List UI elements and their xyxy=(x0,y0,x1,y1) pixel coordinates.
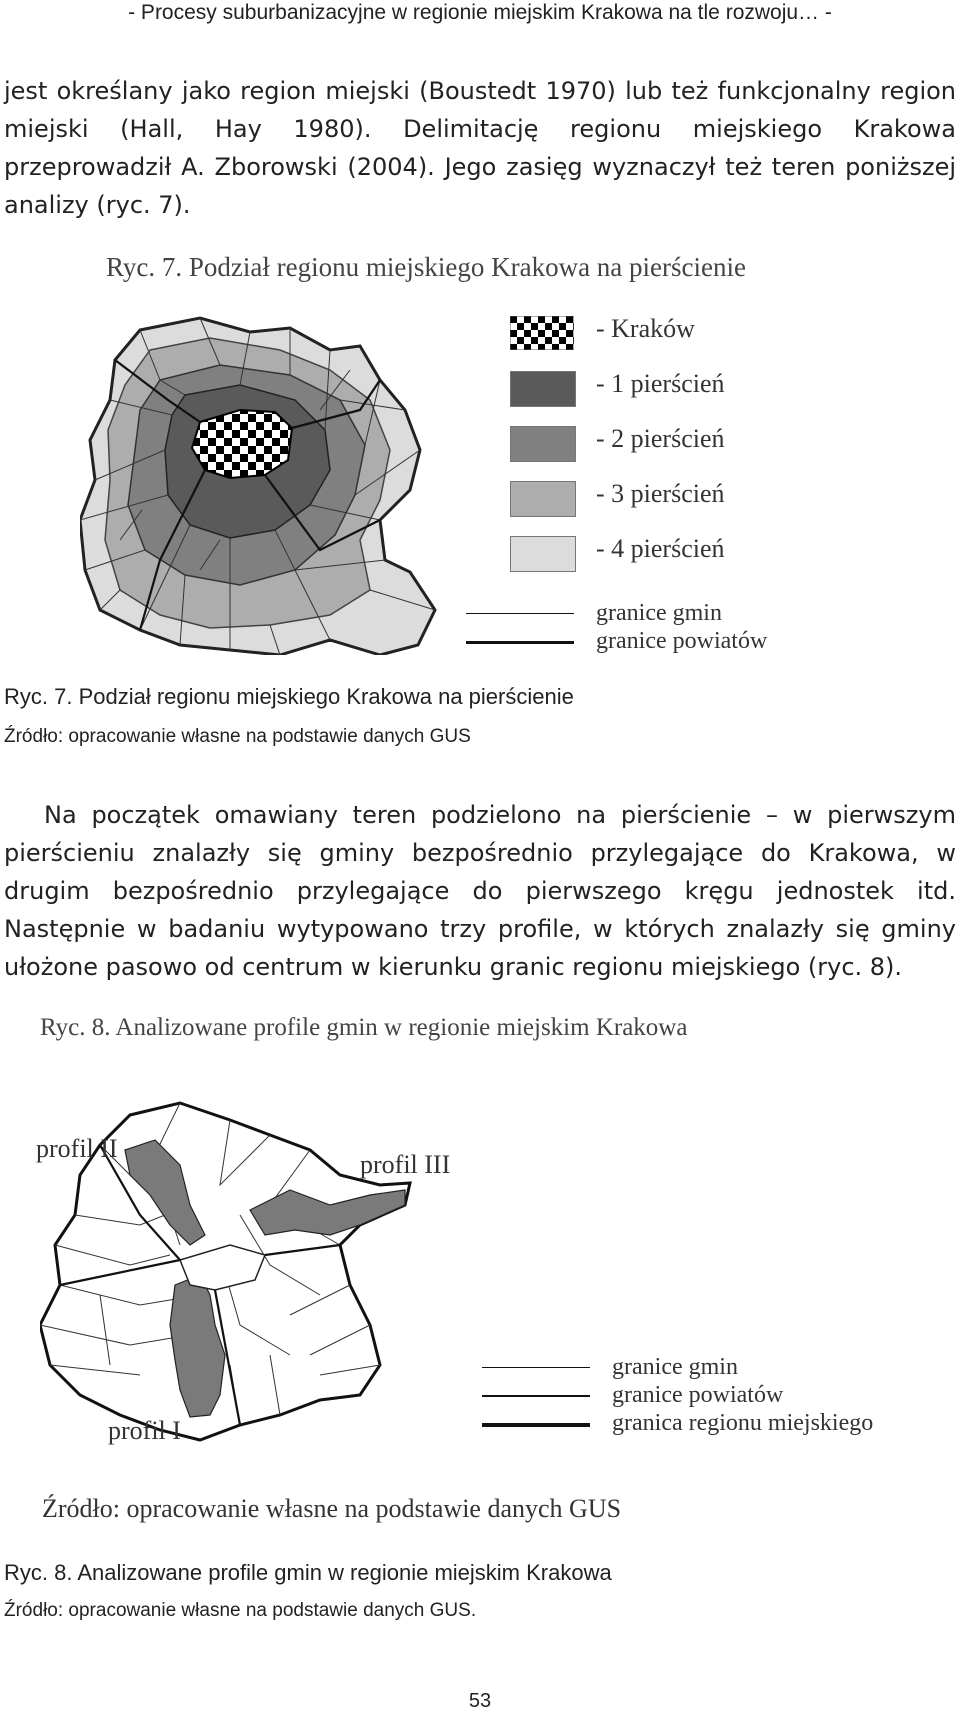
legend-swatch-krakow xyxy=(510,316,574,350)
figure-7-source: Źródło: opracowanie własne na podstawie danych GUS xyxy=(4,726,471,747)
legend-item-ring-4 xyxy=(510,532,820,587)
line-sample-thick xyxy=(466,641,574,644)
line-label: granice gmin xyxy=(596,600,722,626)
profile-3-label: profil III xyxy=(360,1150,451,1179)
figure-7-ring-map xyxy=(80,310,450,655)
legend-item-ring-1 xyxy=(510,367,820,422)
krakow-area xyxy=(192,410,292,478)
figure-7-legend xyxy=(510,312,820,587)
line-label: granice gmin xyxy=(612,1354,738,1380)
legend-label: - 4 pierścień xyxy=(596,534,725,563)
page-number: 53 xyxy=(468,1690,492,1712)
figure-8-source: Źródło: opracowanie własne na podstawie danych GUS. xyxy=(4,1600,477,1621)
figure-8-inner-source: Źródło: opracowanie własne na podstawie danych GUS xyxy=(42,1494,622,1523)
legend-swatch-ring-1 xyxy=(510,371,576,407)
line-label: granica regionu miejskiego xyxy=(612,1410,874,1436)
figure-8-caption: Ryc. 8. Analizowane profile gmin w regionie miejskim Krakowa xyxy=(4,1560,612,1585)
figure-7-title: Ryc. 7. Podział regionu miejskiego Krakowa na pierścienie xyxy=(106,252,746,282)
line-sample-thin xyxy=(466,613,574,614)
legend-label: - 2 pierścień xyxy=(596,424,725,453)
paragraph-1: jest określany jako region miejski (Boustedt 1970) lub też funkcjonalny region miejski (Hall, Hay 1980). Delimitację regionu miejskiego Krakowa przeprowadził A. Zborowski (2004). Jego zasięg wyznaczył też teren poniższej analizy (ryc. 7). xyxy=(4,77,956,219)
legend-item-krakow xyxy=(510,312,820,367)
line-sample-medium xyxy=(482,1395,590,1397)
legend-label: - Kraków xyxy=(596,314,695,343)
legend-item-ring-3 xyxy=(510,477,820,532)
legend-swatch-ring-3 xyxy=(510,481,576,517)
line-sample-thin xyxy=(482,1367,590,1368)
legend-swatch-ring-4 xyxy=(510,536,576,572)
line-sample-thick xyxy=(482,1423,590,1427)
profile-1-label: profil I xyxy=(108,1416,181,1445)
figure-8-title: Ryc. 8. Analizowane profile gmin w regionie miejskim Krakowa xyxy=(40,1014,688,1041)
line-label: granice powiatów xyxy=(596,628,768,654)
legend-item-ring-2 xyxy=(510,422,820,477)
paragraph-2: Na początek omawiany teren podzielono na pierścienie – w pierwszym pierścieniu znalazły się gminy bezpośrednio przylegające do Krakowa, w drugim bezpośrednio przylegające do pierwszego kręgu jednostek itd. Następnie w badaniu wytypowano trzy profile, w których znalazły się gminy ułożone pasowo od centrum w kierunku granic regionu miejskiego (ryc. 8). xyxy=(4,801,956,981)
running-head: - Procesy suburbanizacyjne w regionie miejskim Krakowa na tle rozwoju… - xyxy=(128,1,832,24)
profile-2-label: profil II xyxy=(36,1134,118,1163)
line-label: granice powiatów xyxy=(612,1382,784,1408)
legend-label: - 1 pierścień xyxy=(596,369,725,398)
figure-7-caption: Ryc. 7. Podział regionu miejskiego Krakowa na pierścienie xyxy=(4,684,574,709)
legend-label: - 3 pierścień xyxy=(596,479,725,508)
legend-swatch-ring-2 xyxy=(510,426,576,462)
